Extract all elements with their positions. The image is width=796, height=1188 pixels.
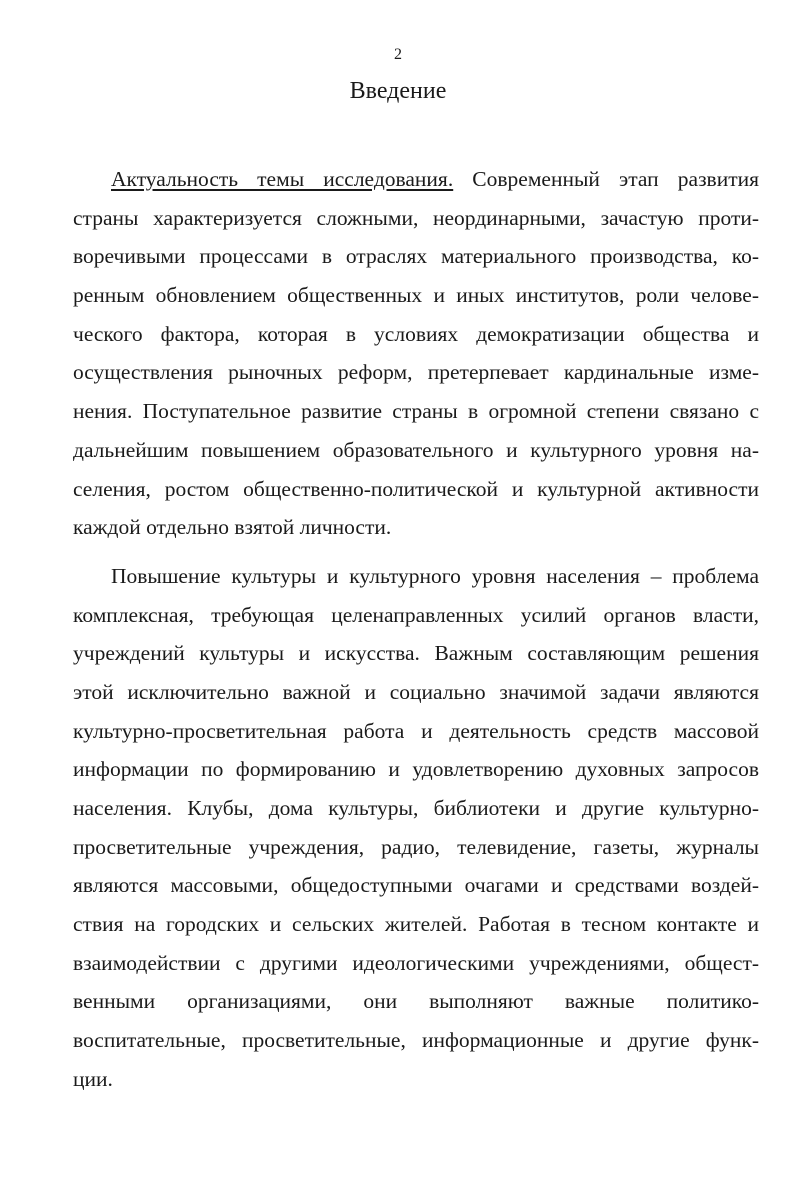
page-number: 2: [394, 46, 402, 63]
paragraph-2-line-14: ции.: [73, 1066, 113, 1091]
paragraph-gap: [73, 547, 759, 557]
paragraph-2-line-10: ствия на городских и сельских жителей. Работая в тесном контакте и: [73, 912, 759, 937]
paragraph-1-line-4: ренным обновлением общественных и иных институтов, роли челове-: [73, 283, 759, 308]
paragraph-2-line-2: комплексная, требующая целенаправленных усилий органов власти,: [73, 602, 759, 627]
paragraph-1-line-7: нения. Поступательное развитие страны в огромной степени связано с: [73, 399, 759, 424]
section-title: Введение: [349, 78, 447, 104]
paragraph-1-line-5: ческого фактора, которая в условиях демократизации общества и: [73, 321, 759, 346]
paragraph-2-line-1: Повышение культуры и культурного уровня населения – проблема: [111, 563, 759, 588]
paragraph-2-line-11: взаимодействии с другими идеологическими учреждениями, общест-: [73, 950, 759, 975]
topic-relevance-heading: Актуальность темы исследования.: [111, 167, 454, 191]
paragraph-1-line-1-text: Современный этап развития: [453, 167, 759, 191]
paragraph-2-line-3: учреждений культуры и искусства. Важным составляющим решения: [73, 641, 759, 666]
paragraph-2-line-7: населения. Клубы, дома культуры, библиотеки и другие культурно-: [73, 796, 759, 820]
paragraph-1-line-6: осуществления рыночных реформ, претерпевает кардинальные изме-: [73, 360, 759, 385]
body-text: [73, 160, 759, 1099]
paragraph-1-line-10: каждой отдельно взятой личности.: [73, 515, 392, 540]
paragraph-2-line-8: просветительные учреждения, радио, телевидение, газеты, журналы: [73, 834, 759, 859]
paragraph-1-line-9: селения, ростом общественно-политической и культурной активности: [73, 476, 759, 501]
paragraph-1-line-8: дальнейшим повышением образовательного и культурного уровня на-: [73, 437, 759, 462]
paragraph-2-line-5: культурно-просветительная работа и деятельность средств массовой: [73, 718, 759, 743]
paragraph-2-line-13: воспитательные, просветительные, информационные и другие функ-: [73, 1028, 759, 1053]
paragraph-1-line-2: страны характеризуется сложными, неординарными, зачастую проти-: [73, 205, 759, 230]
paragraph-2-line-6: информации по формированию и удовлетворению духовных запросов: [73, 757, 759, 782]
paragraph-2-line-9: являются массовыми, общедоступными очагами и средствами воздей-: [73, 873, 759, 898]
paragraph-2-line-4: этой исключительно важной и социально значимой задачи являются: [73, 679, 759, 704]
paragraph-1-line-1: [73, 160, 759, 199]
paragraph-2-line-12: венными организациями, они выполняют важные политико-: [73, 989, 759, 1014]
paragraph-1-line-3: воречивыми процессами в отраслях материального производства, ко-: [73, 244, 759, 269]
